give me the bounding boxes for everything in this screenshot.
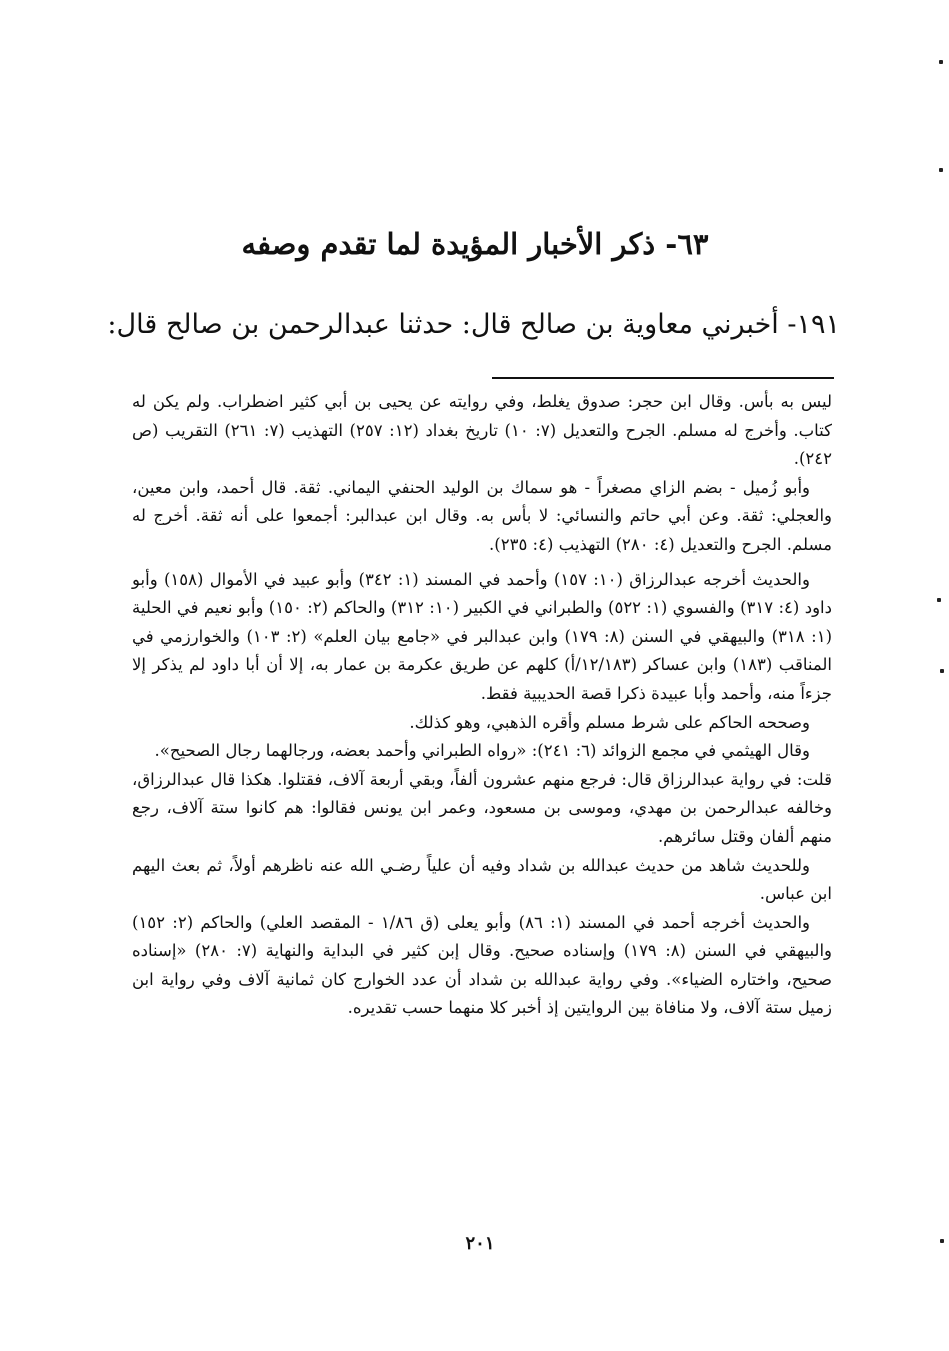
footnote-paragraph: والحديث أخرجه أحمد في المسند (١: ٨٦) وأبو يعلى (ق ١/٨٦ - المقصد العلي) والحاكم (٢: ١٥٢) والبيهقي في السنن (٨: ١٧٩) وإسناده صحيح. وقال إبن كثير في البداية والنهاية (٧: ٢٨٠) «إسناده صحيح، واختاره الضياء». وفي رواية عبدالله بن شداد أن عدد الخوارج كان ثمانية آلاف وفي رواية ابن زميل ستة آلاف، ولا منافاة بين الروايتين إذ أخبر كلا منهما حسب تقديره.	[132, 912, 833, 1018]
scan-speck	[939, 168, 943, 172]
footnote-separator	[492, 377, 834, 379]
footnote-paragraph: وقال الهيثمي في مجمع الزوائد (٦: ٢٤١): «رواه الطبراني وأحمد بعضه، ورجالهما رجال الصحيح».	[154, 741, 810, 761]
footnote-paragraph: والحديث أخرجه عبدالرزاق (١٠: ١٥٧) وأحمد في المسند (١: ٣٤٢) وأبو عبيد في الأموال (١٥٨) وأبو داود (٤: ٣١٧) والفسوي (١: ٥٢٢) والطبراني في الكبير (١٠: ٣١٢) والحاكم (٢: ١٥٠) وأبو نعيم في الحلية (١: ٣١٨) والبيهقي في السنن (٨: ١٧٩) وابن عبدالبر في «جامع بيان العلم» (٢: ١٠٣) والخوارزمي في المناقب (١٨٣) وابن عساكر (١٢/١٨٣/أ) كلهم عن طريق عكرمة بن عمار به، إلا أن أبا داود لم يذكر إلا جزءاً منه، وأحمد وأبا عبيدة ذكرا قصة الحديبية فقط.	[132, 569, 833, 703]
footnote-paragraph: وأبو زُميل - بضم الزاي مصغراً - هو سماك بن الوليد الحنفي اليماني. ثقة. قال أحمد، وابن معين، والعجلي: ثقة. وعن أبي حاتم والنسائي: لا بأس به. وقال ابن عبدالبر: أجمعوا على أنه ثقة. أخرج له مسلم. الجرح والتعديل (٤: ٢٨٠) التهذيب (٤: ٢٣٥).	[132, 477, 832, 554]
footnote-paragraph: وصححه الحاكم على شرط مسلم وأقره الذهبي، وهو كذلك.	[409, 712, 810, 732]
footnote-paragraph: ليس به بأس. وقال ابن حجر: صدوق يغلط، وفي روايته عن يحيى بن أبي كثير اضطراب. ولم يكن له كتاب. وأخرج له مسلم. الجرح والتعديل (٧: ١٠) تاريخ بغداد (١٢: ٢٥٧) التهذيب (٧: ٢٦١) التقريب (ص ٢٤٢).	[132, 392, 833, 469]
footnote-paragraph: قلت: في رواية عبدالرزاق قال: فرجع منهم عشرون ألفاً، وبقي أربعة آلاف، فقتلوا. هكذا قال عبدالرزاق، وخالفه عبدالرحمن بن مهدي، وموسى بن مسعود، وعمر ابن يونس فقالوا: هم كانوا ستة آلاف، رجع منهم ألفان وقتل سائرهم.	[132, 769, 832, 846]
chapter-title: ٦٣- ذكر الأخبار المؤيدة لما تقدم وصفه	[241, 227, 709, 261]
hadith-heading: ١٩١- أخبرني معاوية بن صالح قال: حدثنا عبدالرحمن بن صالح قال:	[107, 309, 840, 340]
footnote-paragraph: وللحديث شاهد من حديث عبدالله بن شداد وفيه أن علياً رضـي الله عنه ناظرهم أولاً، ثم بعث اليهم ابن عباس.	[132, 855, 832, 904]
scan-speck	[940, 1239, 944, 1243]
scan-speck	[940, 669, 944, 673]
scan-speck	[937, 598, 941, 602]
scan-speck	[939, 60, 943, 64]
footnotes-block	[132, 388, 832, 1023]
page-number: ٢٠١	[465, 1233, 495, 1254]
